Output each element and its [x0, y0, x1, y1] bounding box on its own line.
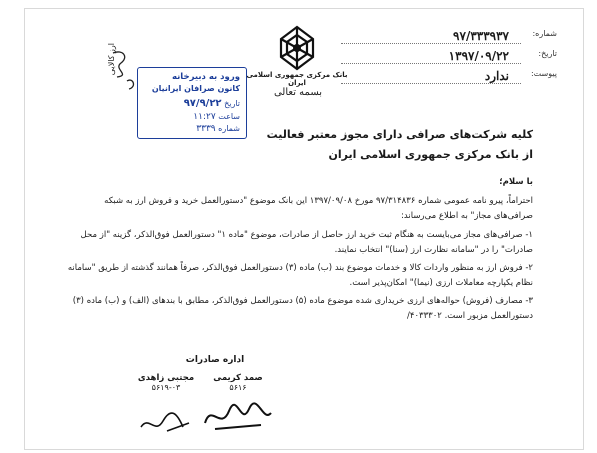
meta-attachment-label: پیوست: [530, 69, 557, 78]
stamp-org: کانون صرافان ایرانیان [151, 84, 240, 93]
entry-stamp [137, 67, 247, 139]
letter-sheet [24, 8, 584, 450]
signature-2-scribble-icon [201, 397, 277, 437]
stamp-time-value: ۱۱:۲۷ [193, 112, 216, 122]
intro-paragraph: احتراماً، پیرو نامه عمومی شماره ۹۷/۳۱۴۸۳۶ مورخ ۱۳۹۷/۰۹/۰۸ این بانک موضوع "دستورالعمل خرید و فروش ارز به شبکه صرافی‌های مجاز" به اطلاع می‌رساند: [104, 196, 533, 221]
meta-number-line [341, 43, 521, 44]
meta-number [337, 29, 557, 47]
stamp-number-value: ۳۳۳۹ [196, 124, 216, 134]
stamp-time-row [193, 112, 240, 122]
meta-number-value: ۹۷/۳۳۳۹۳۷ [453, 29, 509, 43]
handwritten-margin-note: ارز کالایی [107, 43, 116, 76]
stamp-title: ورود به دبیرخانه [171, 72, 240, 82]
meta-attachment-line [341, 83, 521, 84]
meta-date [337, 49, 557, 67]
stamp-time-label: ساعت [218, 112, 240, 121]
meta-attachment [337, 69, 557, 87]
signer-1-number: ۵۶۱۹-۰۳ [151, 383, 181, 392]
list-item: ۱- صرافی‌های مجاز می‌بایست به هنگام ثبت خرید ارز حاصل از صادرات، موضوع "ماده ۱" دستورالعمل فوق‌الذکر، گزینه "از محل صادرات" را در "سامانه نظارت ارز (سنا)" انتخاب نمایند. [80, 230, 533, 255]
stamp-date-row [184, 98, 240, 109]
meta-number-label: شماره: [532, 29, 557, 38]
tagline: بسمه تعالی [273, 87, 323, 98]
meta-date-label: تاریخ: [538, 49, 557, 58]
central-bank-logo [246, 23, 348, 109]
signer-2-name: صمد کریمی [213, 373, 263, 383]
signer-2 [203, 373, 273, 392]
addressee [233, 125, 533, 165]
meta-date-value: ۱۳۹۷/۰۹/۲۲ [448, 49, 509, 63]
signature-1-scribble-icon [137, 405, 197, 439]
bank-name: بانک مرکزی جمهوری اسلامی ایران [246, 71, 348, 87]
meta-attachment-value: ندارد [484, 69, 509, 83]
list-item: ۳- مصارف (فروش) حواله‌های ارزی خریداری شده موضوع ماده (۵) دستورالعمل فوق‌الذکر، مطابق با بندهای (الف) و (ب) ماده (۳) دستورالعمل مزبور است. ۴۰۳۳۳۰۲/ [72, 296, 533, 321]
signature-office: اداره صادرات [185, 355, 245, 365]
stamp-date-value: ۹۷/۹/۲۲ [183, 98, 222, 109]
stamp-number-label: شماره [218, 124, 240, 133]
letter-body [63, 175, 533, 324]
list-item: ۲- فروش ارز به منظور واردات کالا و خدمات موضوع بند (ب) ماده (۳) دستورالعمل فوق‌الذکر، صرفاً همانند گذشته از طریق "سامانه نظام یکپارچه معاملات ارزی (نیما)" امکان‌پذیر است. [67, 263, 533, 288]
signer-2-number: ۵۶۱۶ [229, 383, 247, 392]
signer-1-name: مجتبی زاهدی [137, 373, 195, 383]
addressee-line-1: کلیه شرکت‌های صرافی دارای مجوز معتبر فعالیت [266, 128, 533, 141]
greeting: با سلام؛ [499, 177, 533, 187]
signer-1 [131, 373, 201, 392]
stamp-date-label: تاریخ [224, 99, 240, 108]
addressee-line-2: از بانک مرکزی جمهوری اسلامی ایران [328, 148, 533, 161]
meta-date-line [341, 63, 521, 64]
